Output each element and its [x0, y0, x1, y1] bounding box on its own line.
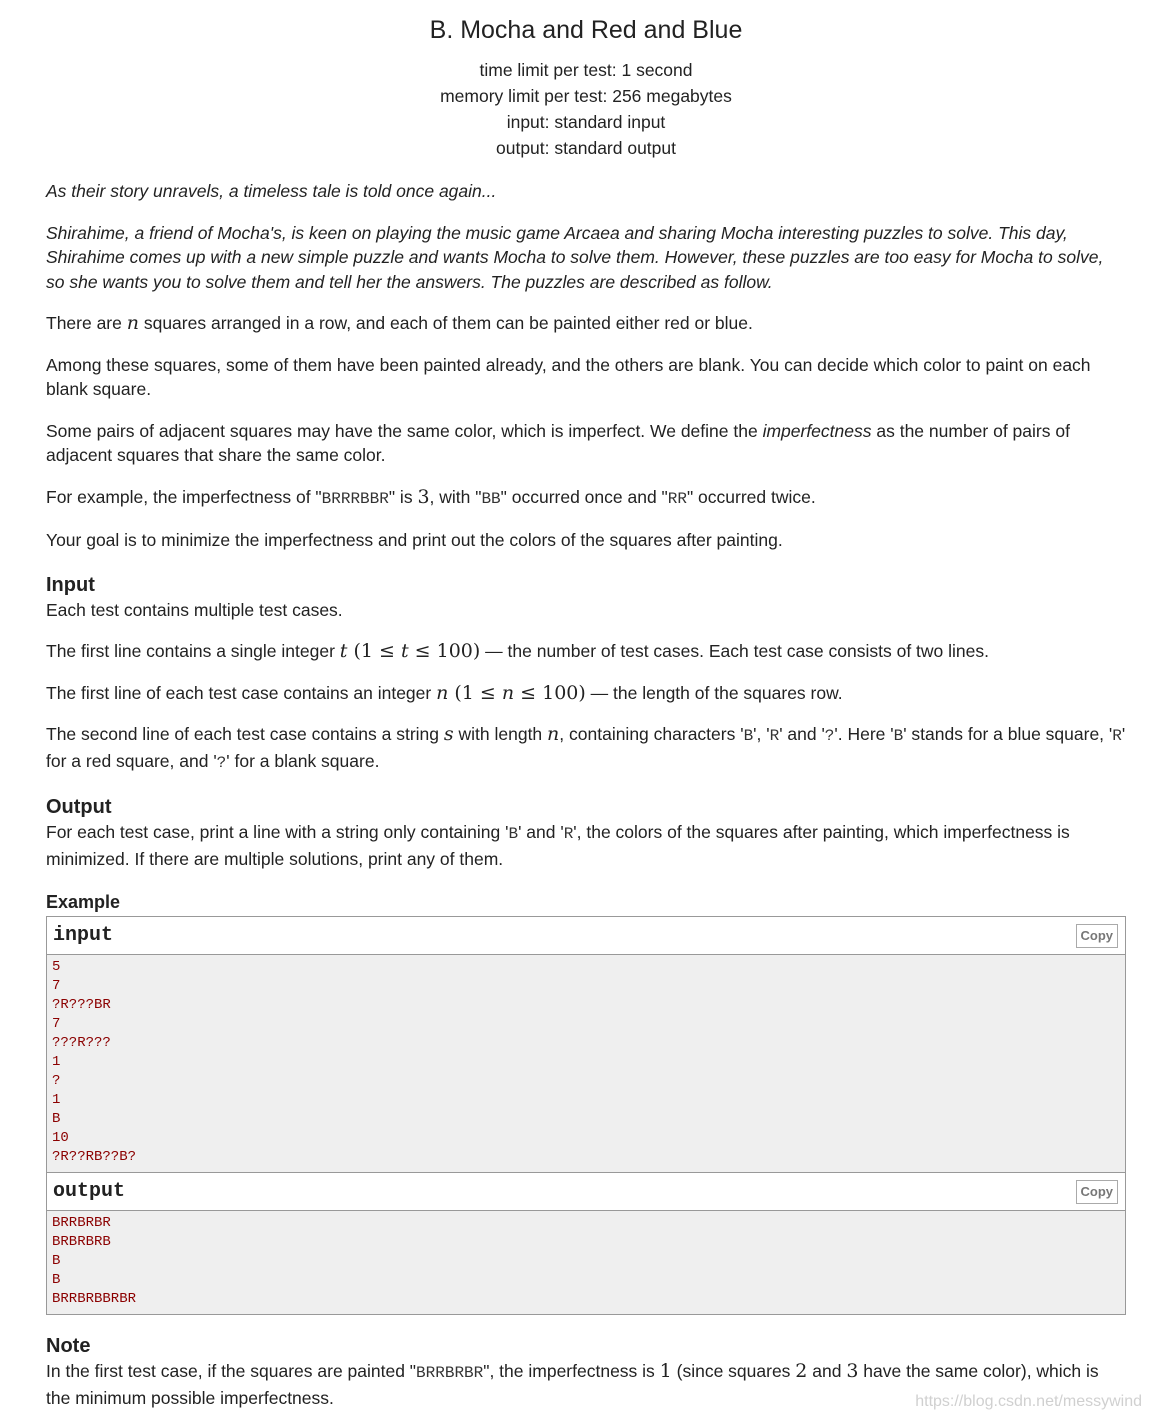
- sample-line: 10: [52, 1130, 69, 1146]
- input-line-2: The first line contains a single integer t (1 ≤ t ≤ 100) — the number of test cases. Each test case consists of two lines.: [46, 640, 990, 662]
- watermark: https://blog.csdn.net/messywind: [915, 1392, 1142, 1410]
- sample-input: [47, 955, 1125, 1172]
- sample-output-header: [47, 1172, 1125, 1211]
- sample-line: 7: [52, 978, 61, 994]
- sample-output: [47, 1211, 1125, 1314]
- input-line-3: The first line of each test case contains an integer n (1 ≤ n ≤ 100) — the length of the squares row.: [46, 681, 843, 704]
- input-file: input: standard input: [506, 112, 666, 132]
- legend-paragraph-3: Some pairs of adjacent squares may have the same color, which is imperfect. We define the imperfectness as the number of pairs of adjacent squares that share the same color.: [46, 420, 1070, 465]
- output-line-1: For each test case, print a line with a string only containing 'B' and 'R', the colors of the squares after painting, which imperfectness is minimized. If there are multiple solutions, print any of them.: [46, 822, 1070, 869]
- problem-title: B. Mocha and Red and Blue: [429, 16, 743, 44]
- sample-line: 7: [52, 1016, 61, 1032]
- sample-output-label: output: [53, 1180, 126, 1203]
- copy-input-button[interactable]: Copy: [1076, 924, 1119, 948]
- input-section-title: Input: [46, 573, 95, 596]
- input-line-4: The second line of each test case contains a string s with length n, containing characters 'B', 'R' and '?'. Here 'B' stands for a blue square, 'R' for a red square, and '?' for a blank square.: [46, 723, 1126, 772]
- note-text: In the first test case, if the squares are painted "BRRBRBR", the imperfectness is 1 (since squares 2 and 3 have the same color), which is the minimum possible imperfectness.: [46, 1360, 1099, 1408]
- sample-input-header: [47, 917, 1125, 955]
- sample-line: ?R???BR: [52, 997, 111, 1013]
- sample-line: 1: [52, 1054, 61, 1070]
- input-line-1: Each test contains multiple test cases.: [46, 599, 343, 620]
- sample-line: BRRBRBBRBR: [52, 1291, 137, 1307]
- sample-line: ?: [52, 1073, 61, 1089]
- output-section-title: Output: [46, 796, 112, 818]
- memory-limit: memory limit per test: 256 megabytes: [440, 86, 732, 106]
- sample-line: 5: [52, 959, 61, 975]
- problem-statement: [46, 0, 1126, 1410]
- output-file: output: standard output: [496, 138, 676, 158]
- sample-line: BRBRBRB: [52, 1234, 111, 1250]
- sample-line: BRRBRBR: [52, 1215, 111, 1231]
- sample-line: B: [52, 1272, 61, 1288]
- copy-output-button[interactable]: Copy: [1076, 1180, 1119, 1204]
- note-section-title: Note: [46, 1335, 91, 1357]
- sample-line: ?R??RB??B?: [52, 1149, 137, 1165]
- problem-limits: [46, 57, 1126, 161]
- legend-paragraph-5: Your goal is to minimize the imperfectness and print out the colors of the squares after painting.: [46, 530, 783, 550]
- sample-input-label: input: [53, 924, 114, 947]
- legend-intro: As their story unravels, a timeless tale is told once again...: [46, 181, 497, 201]
- legend-paragraph-2: Among these squares, some of them have been painted already, and the others are blank. You can decide which color to paint on each blank square.: [46, 354, 1091, 399]
- sample-line: 1: [52, 1092, 61, 1108]
- legend-paragraph-1: There are n squares arranged in a row, and each of them can be painted either red or blue.: [46, 312, 753, 334]
- time-limit: time limit per test: 1 second: [479, 60, 693, 80]
- example-title: Example: [46, 892, 121, 912]
- legend-story: Shirahime, a friend of Mocha's, is keen on playing the music game Arcaea and sharing Mocha interesting puzzles to solve. This day, Shirahime comes up with a new simple puzzle and wants Mocha to solve them. However, these puzzles are too easy for Mocha to solve, so she wants you to solve them and tell her the answers. The puzzles are described as follow.: [46, 222, 1104, 292]
- sample-line: ???R???: [52, 1035, 111, 1051]
- imperfectness-term: imperfectness: [762, 420, 872, 441]
- sample-test: [46, 916, 1126, 1315]
- sample-line: B: [52, 1111, 61, 1127]
- sample-line: B: [52, 1253, 61, 1269]
- legend-paragraph-4: For example, the imperfectness of "BRRRBBR" is 3, with "BB" occurred once and "RR" occurred twice.: [46, 485, 816, 508]
